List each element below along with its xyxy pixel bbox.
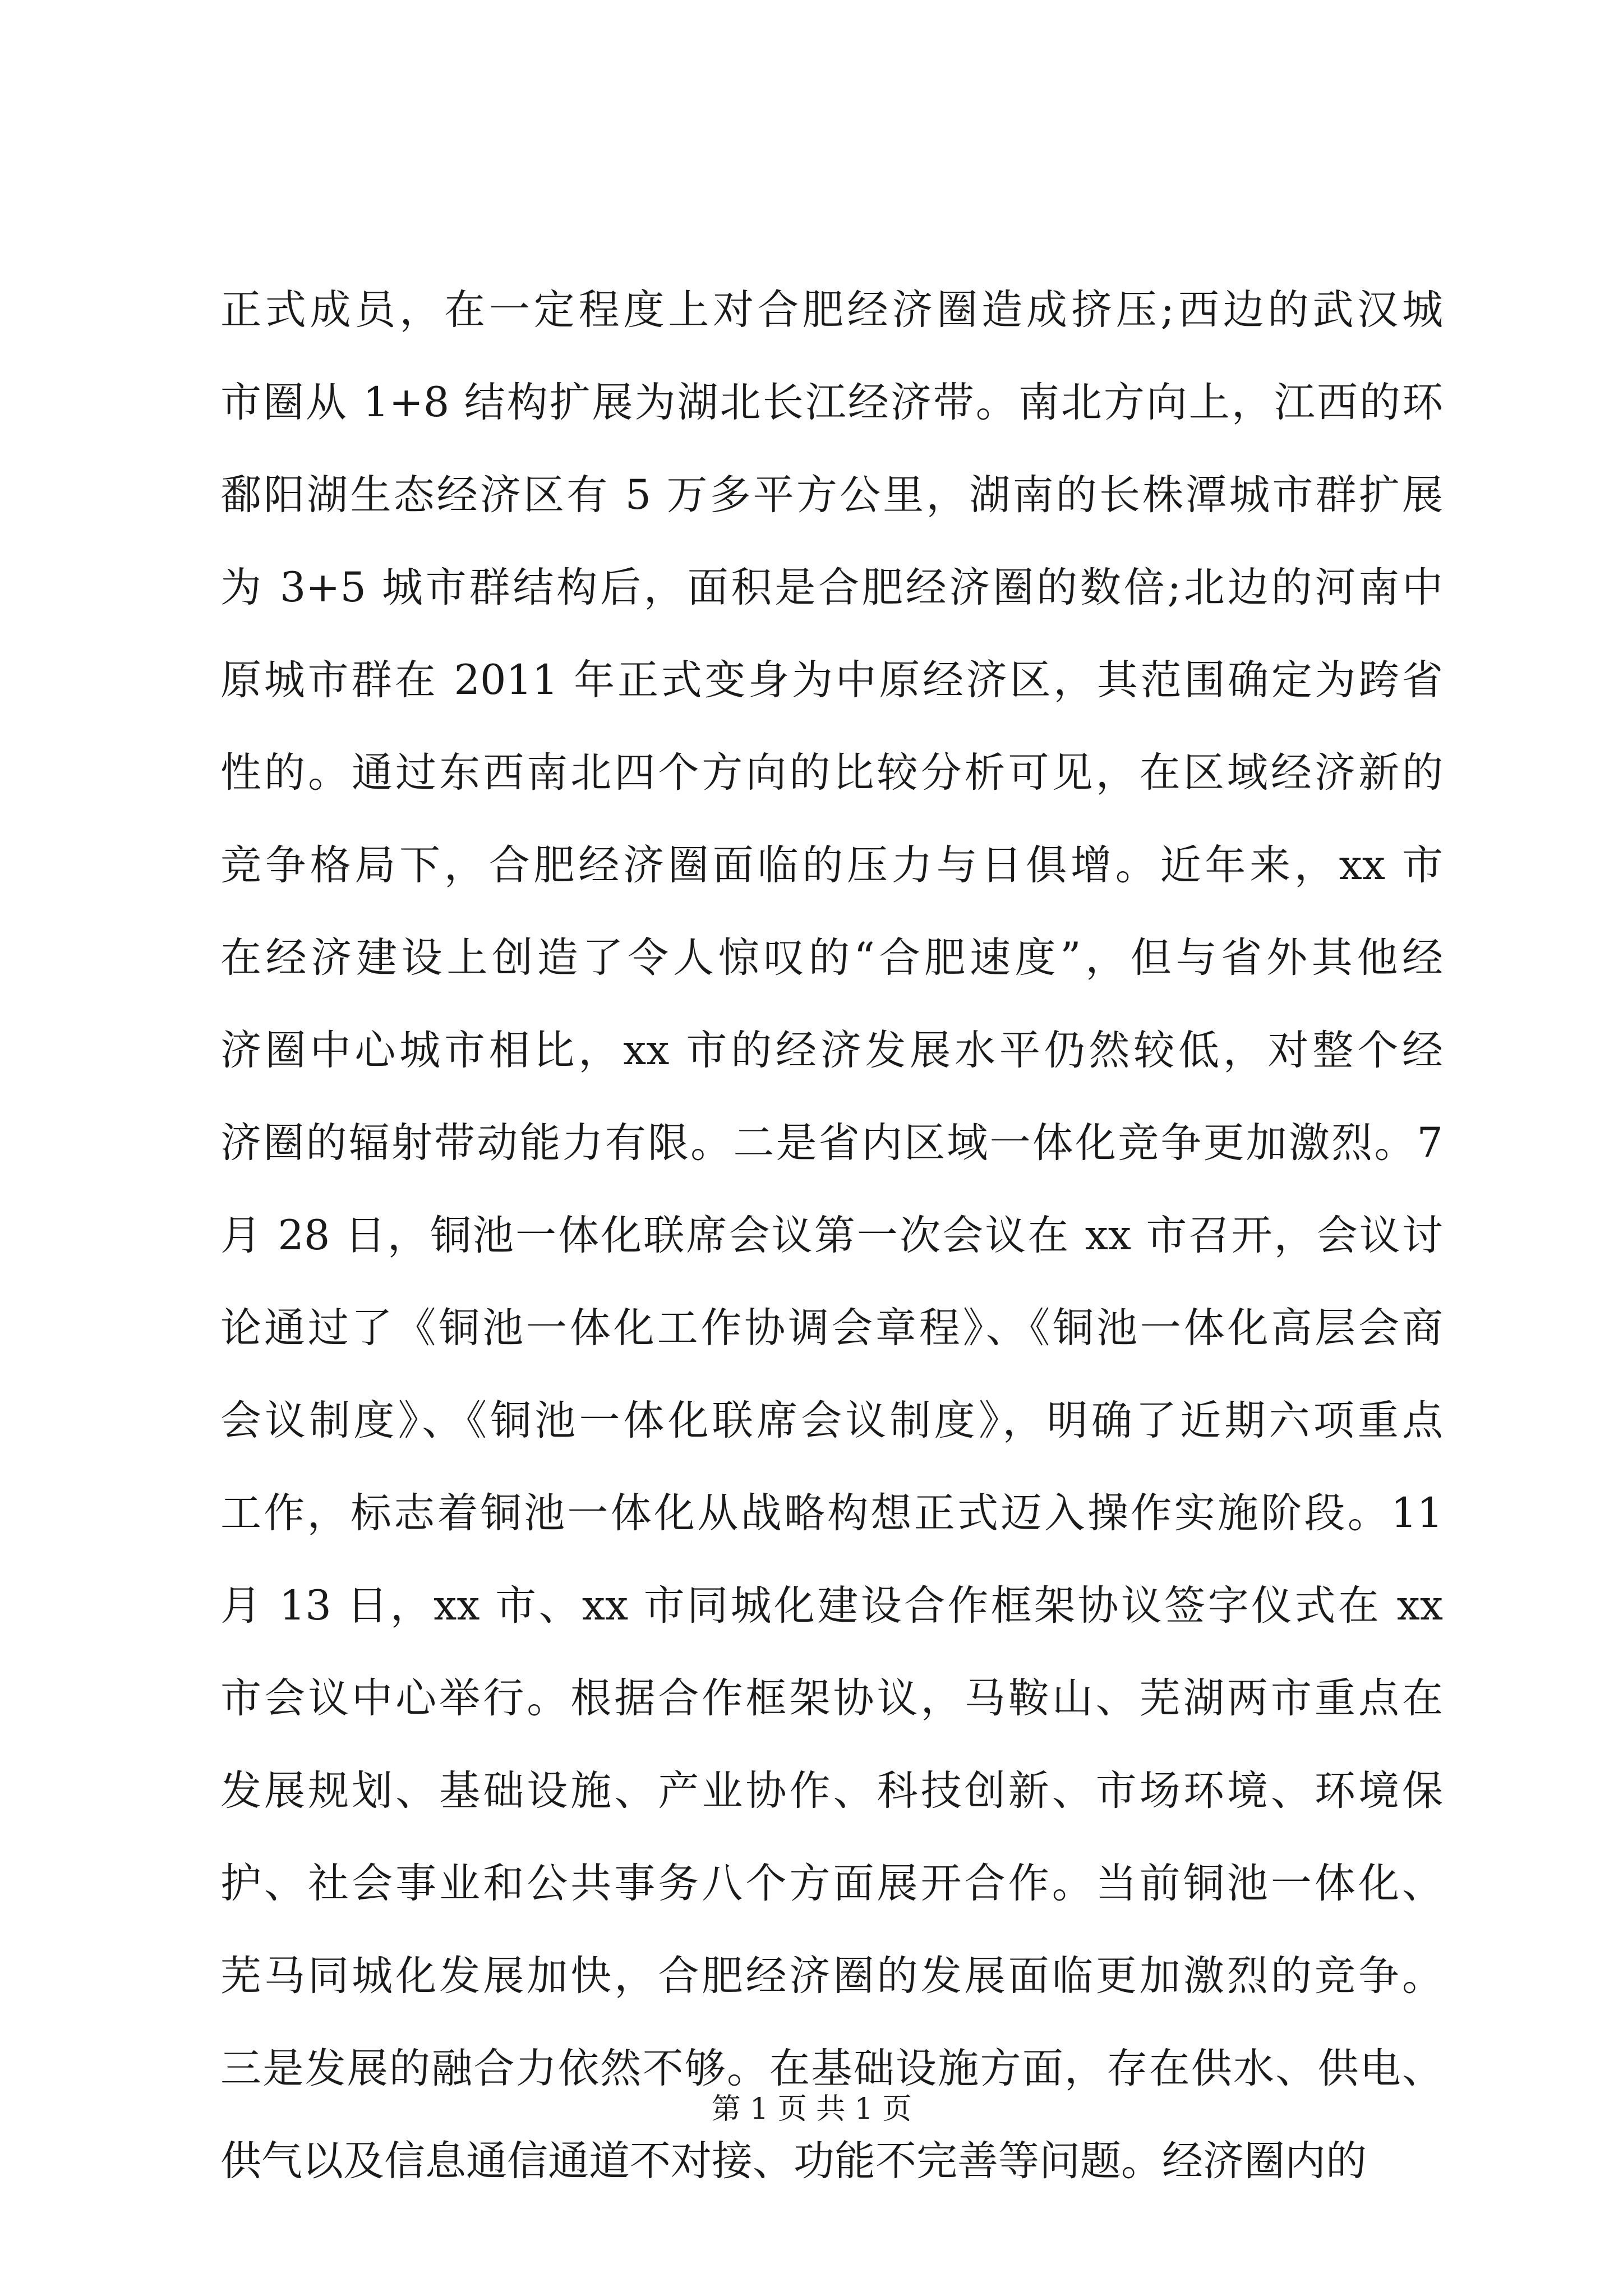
text-line: 月 13 日，xx 市、xx 市同城化建设合作框架协议签字仪式在 xx: [220, 1582, 1443, 1630]
text-line: 会议制度》、《铜池一体化联席会议制度》，明确了近期六项重点: [220, 1397, 1443, 1444]
text-line: 为 3+5 城市群结构后，面积是合肥经济圈的数倍;北边的河南中: [220, 564, 1443, 611]
text-line: 工作，标志着铜池一体化从战略构想正式迈入操作实施阶段。11: [220, 1489, 1443, 1537]
text-line: 发展规划、基础设施、产业协作、科技创新、市场环境、环境保: [220, 1767, 1443, 1815]
text-line: 三是发展的融合力依然不够。在基础设施方面，存在供水、供电、: [220, 2045, 1443, 2092]
text-line: 正式成员，在一定程度上对合肥经济圈造成挤压;西边的武汉城: [220, 286, 1443, 334]
text-line: 鄱阳湖生态经济区有 5 万多平方公里，湖南的长株潭城市群扩展: [220, 471, 1443, 519]
text-line: 在经济建设上创造了令人惊叹的“合肥速度”，但与省外其他经: [220, 934, 1443, 982]
text-line: 论通过了《铜池一体化工作协调会章程》、《铜池一体化高层会商: [220, 1304, 1443, 1352]
text-line: 市圈从 1+8 结构扩展为湖北长江经济带。南北方向上，江西的环: [220, 379, 1443, 426]
body-text: [220, 264, 1443, 2207]
page-number-label: 第 1 页 共 1 页: [711, 2092, 912, 2126]
text-line: 护、社会事业和公共事务八个方面展开合作。当前铜池一体化、: [220, 1860, 1443, 1907]
text-line: 芜马同城化发展加快，合肥经济圈的发展面临更加激烈的竞争。: [220, 1952, 1443, 2000]
text-line: 竞争格局下，合肥经济圈面临的压力与日俱增。近年来，xx 市: [220, 841, 1443, 889]
text-line: 原城市群在 2011 年正式变身为中原经济区，其范围确定为跨省: [220, 656, 1443, 704]
text-line: 性的。通过东西南北四个方向的比较分析可见，在区域经济新的: [220, 749, 1443, 797]
text-line: 市会议中心举行。根据合作框架协议，马鞍山、芜湖两市重点在: [220, 1674, 1443, 1722]
text-line: 济圈中心城市相比，xx 市的经济发展水平仍然较低，对整个经: [220, 1027, 1443, 1074]
text-line: 供气以及信息通信通道不对接、功能不完善等问题。经济圈内的: [220, 2137, 1367, 2185]
text-line: 月 28 日，铜池一体化联席会议第一次会议在 xx 市召开，会议讨: [220, 1212, 1443, 1259]
text-line: 济圈的辐射带动能力有限。二是省内区域一体化竞争更加激烈。7: [220, 1119, 1443, 1167]
page-footer: [0, 2090, 1623, 2129]
